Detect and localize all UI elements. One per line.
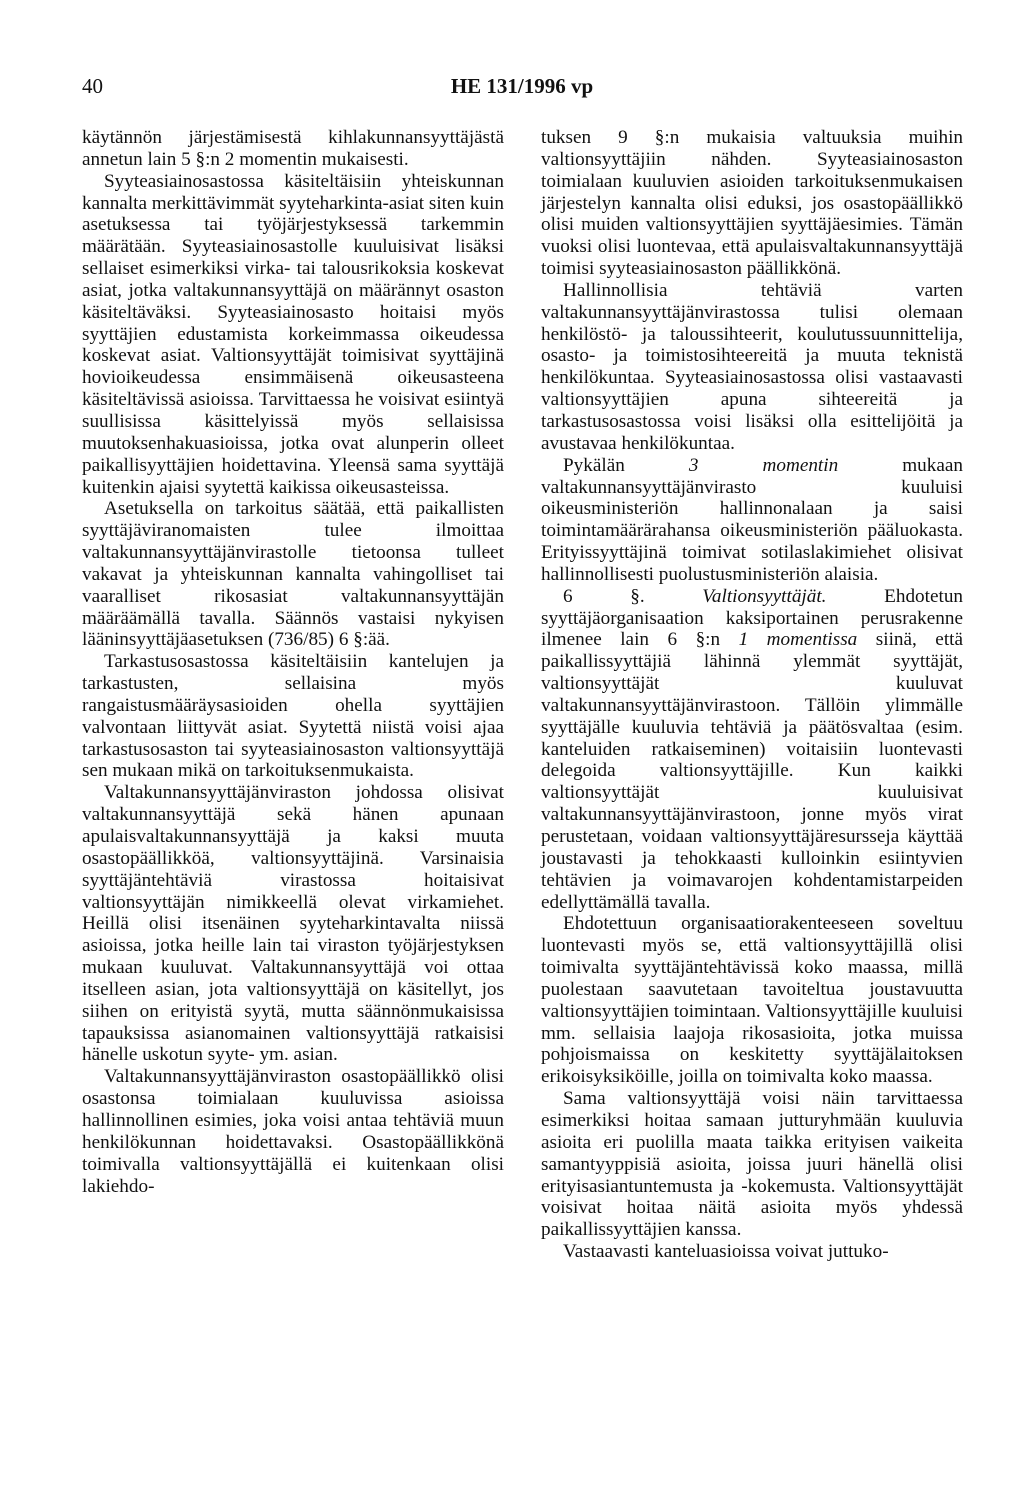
left-column bbox=[82, 127, 504, 1197]
section-paragraph bbox=[541, 586, 963, 914]
paragraph: Asetuksella on tarkoitus säätää, että paikallisten syyttäjäviranomaisten tulee ilmoittaa valtakunnansyyttäjänvirastolle tietoonsa tulleet vakavat ja yhteiskunnan kannalta vahingolliset tai vaaralliset rikosasiat valtakunnansyyttäjän määräämällä tavalla. Säännös vastaisi nykyisen lääninsyyttäjäasetuksen (736/85) 6 §:ää. bbox=[82, 498, 504, 651]
paragraph: Sama valtionsyyttäjä voisi näin tarvittaessa esimerkiksi hoitaa samaan jutturyhmään kuuluvia asioita eri puolilla maata taikka erityisen vaikeita samantyyppisiä asioita, joissa juuri hänellä olisi erityisasiantuntemusta ja -kokemusta. Valtionsyyttäjät voisivat hoitaa näitä asioita myös yhdessä paikallissyyttäjien kanssa. bbox=[541, 1088, 963, 1241]
paragraph: Tarkastusosastossa käsiteltäisiin kantelujen ja tarkastusten, sellaisina myös rangaistusmääräysasioiden ohella syyttäjien valvontaan liittyvät asiat. Syytettä niistä voisi ajaa tarkastusosaston tai syyteasiainosaston valtionsyyttäjä sen mukaan mikä on tarkoituksenmukaista. bbox=[82, 651, 504, 782]
paragraph: Valtakunnansyyttäjänviraston johdossa olisivat valtakunnansyyttäjä sekä hänen apunaan apulaisvaltakunnansyyttäjä ja kaksi muuta osastopäällikköä, valtionsyyttäjinä. Varsinaisia syyttäjäntehtäviä virastossa hoitaisivat valtionsyyttäjän nimikkeellä olevat virkamiehet. Heillä olisi itsenäinen syyteharkintavalta niissä asioissa, jotka heille lain tai viraston työjärjestyksen mukaan kuuluvat. Valtakunnansyyttäjä voi ottaa itselleen asian, jota valtionsyyttäjä on käsitellyt, jos siihen on erityistä syytä, mutta säännönmukaisissa tapauksissa asianomainen valtionsyyttäjä ratkaisisi hänelle uskotun syyte- ym. asian. bbox=[82, 782, 504, 1066]
paragraph-text: Ehdotetun syyttäjäorganisaation kaksiportainen perusrakenne ilmenee lain 6 §:n bbox=[541, 585, 964, 651]
paragraph: Syyteasiainosastossa käsiteltäisiin yhteiskunnan kannalta merkittävimmät syyteharkinta-asiat siten kuin asetuksessa tai työjärjestyksessä tarkemmin määrätään. Syyteasiainosastolle kuuluisivat lisäksi sellaiset esimerkiksi virka- tai talousrikoksia koskevat asiat, jotka valtakunnansyyttäjä on määrännyt osaston käsiteltäväksi. Syyteasiainosasto hoitaisi myös syyttäjien edustamista korkeimmassa oikeudessa koskevat asiat. Valtionsyyttäjät toimisivat syyttäjinä hovioikeudessa ensimmäisenä oikeusasteena käsiteltävissä asioissa. Tarvittaessa he voisivat esiintyä suullisissa käsittelyissä myös sellaisissa muutoksenhakuasioissa, jotka ovat alunperin olleet paikallisyyttäjien hoidettavina. Yleensä sama syyttäjä kuitenkin ajaisi syytettä kaikissa oikeusasteissa. bbox=[82, 170, 505, 498]
section-number: 6 §. bbox=[563, 585, 703, 607]
page-number: 40 bbox=[82, 74, 103, 98]
paragraph: Hallinnollisia tehtäviä varten valtakunnansyyttäjänvirastossa tulisi olemaan henkilöstö- ja taloussihteerit, koulutussuunnittelija, osasto- ja toimistosihteereitä ja muuta teknistä henkilökuntaa. Syyteasiainosastossa olisi vastaavasti valtionsyyttäjien apuna sihteereitä ja tarkastusosastossa voisi lisäksi olla esittelijöitä ja avustavaa henkilökuntaa. bbox=[541, 279, 963, 454]
paragraph: Valtakunnansyyttäjänviraston osastopäällikkö olisi osastonsa toimialaan kuuluvissa asioissa hallinnollinen esimies, joka voisi antaa tehtäviä muun henkilökunnan hoidettavaksi. Osastopäällikkönä toimivalla valtionsyyttäjällä ei kuitenkaan olisi lakiehdo- bbox=[82, 1066, 504, 1197]
section-title: Valtionsyyttäjät. bbox=[702, 585, 827, 607]
italic-reference: 3 momentin bbox=[688, 454, 839, 476]
paragraph-text: mukaan valtakunnansyyttäjänvirasto kuuluisi oikeusministeriön hallinnonalaan ja saisi toimintamäärärahansa oikeusministeriön pääluokasta. Erityissyyttäjinä toimivat sotilaslakimiehet olisivat hallinnollisesti puolustusministeriön alaisia. bbox=[541, 454, 963, 585]
paragraph bbox=[541, 455, 963, 586]
italic-reference: 1 momentissa bbox=[738, 629, 858, 651]
paragraph: Vastaavasti kanteluasioissa voivat juttuko- bbox=[563, 1241, 889, 1263]
paragraph-text: Pykälän bbox=[563, 454, 689, 476]
paragraph: Ehdotettuun organisaatiorakenteeseen soveltuu luontevasti myös se, että valtionsyyttäjillä olisi toimivalta syyttäjäntehtävissä koko maassa, millä puolestaan saavutetaan tavoiteltua joustavuutta valtionsyyttäjien toimintaan. Valtionsyyttäjille kuuluisi mm. sellaisia laajoja rikosasioita, jotka muissa pohjoismaissa on keskitetty syyttäjälaitoksen erikoisyksiköille, joilla on toimivalta koko maassa. bbox=[541, 913, 963, 1088]
paragraph: tuksen 9 §:n mukaisia valtuuksia muihin valtionsyyttäjiin nähden. Syyteasiainosaston toimialaan kuuluvien asioiden tarkoituksenmukaisen järjestelyn kannalta olisi eduksi, jos osastopäällikkö olisi muiden valtionsyyttäjien syyttäjäesimies. Tämän vuoksi olisi luontevaa, että apulaisvaltakunnansyyttäjä toimisi syyteasiainosaston päällikkönä. bbox=[541, 127, 963, 280]
paragraph-text: siinä, että paikallissyyttäjiä lähinnä ylemmät syyttäjät, valtionsyyttäjät kuuluvat valtakunnansyyttäjänvirastoon. Tällöin ylimmälle syyttäjälle kuuluvia tehtäviä ja päätösvaltaa (esim. kanteluiden ratkaiseminen) voitaisiin luontevasti delegoida valtionsyyttäjille. Kun kaikki valtionsyyttäjät kuuluisivat valtakunnansyyttäjänvirastoon, jonne myös virat perustetaan, voidaan valtionsyyttäjäresursseja käyttää joustavasti ja tehokkaasti kulloinkin esiintyvien tehtävien ja voimavarojen kohdentamistarpeiden edellyttämällä tavalla. bbox=[541, 629, 963, 913]
right-column bbox=[541, 127, 963, 1263]
paragraph: käytännön järjestämisestä kihlakunnansyyttäjästä annetun lain 5 §:n 2 momentin mukaisesti. bbox=[82, 127, 504, 170]
page-header bbox=[82, 74, 962, 104]
document-reference: HE 131/1996 vp bbox=[450, 74, 594, 98]
